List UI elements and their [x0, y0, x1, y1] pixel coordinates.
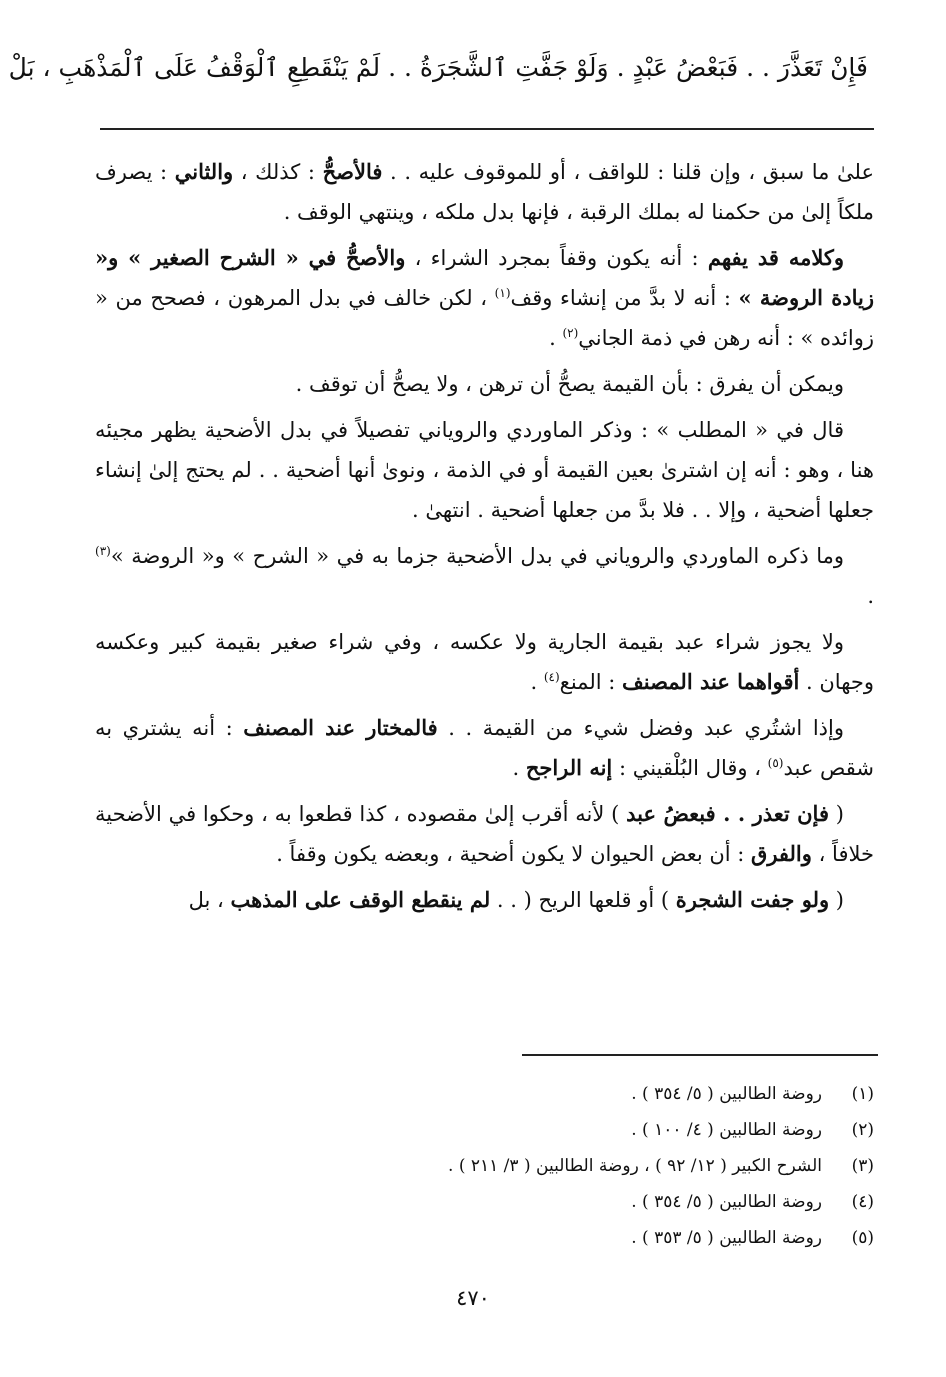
text-run: : أنه يشتري به شقص عبد [95, 716, 874, 780]
text-run: ، بل [188, 888, 231, 912]
footnote-text: روضة الطالبين ( ٥/ ٣٥٤ ) . [631, 1084, 822, 1104]
footnote-marker: (٥) [767, 756, 784, 770]
footnote-marker: (١) [494, 286, 511, 300]
paragraph [95, 880, 874, 920]
paragraph [95, 794, 874, 874]
text-run: وإذا اشتُري عبد وفضل شيء من القيمة . . [437, 716, 844, 740]
page-number: ٤٧٠ [456, 1286, 490, 1310]
footnote [200, 1220, 878, 1256]
text-run: : المنع [559, 670, 622, 694]
paragraph [95, 708, 874, 788]
footnote-number: (٢) [851, 1120, 874, 1140]
text-run: . [512, 756, 526, 780]
paragraph [95, 622, 874, 702]
footnote-number: (٣) [851, 1156, 874, 1176]
footnote-divider [522, 1054, 878, 1056]
text-run: : أنه لا بدَّ من إنشاء وقف [510, 286, 739, 310]
footnote [200, 1184, 878, 1220]
text-run: علىٰ ما سبق ، وإن قلنا : للواقف ، أو للموقوف عليه . . [382, 160, 875, 184]
text-run: : أنه يكون وقفاً بمجرد الشراء ، [405, 246, 708, 270]
text-run: . [867, 584, 874, 608]
footnote-marker: (٤) [543, 670, 560, 684]
footnote-number: (٤) [851, 1192, 874, 1212]
text-run: ولا يجوز شراء عبد بقيمة الجارية ولا عكسه ، وفي شراء صغير بقيمة كبير وعكسه وجهان . [95, 630, 874, 694]
commentary-text [95, 152, 874, 926]
bold-term: أقواهما عند المصنف [622, 669, 800, 694]
text-run: : كذلك ، [233, 160, 323, 184]
bold-term: والأصحُّ في « الشرح الصغير » و« زيادة الروضة » [95, 245, 874, 310]
footnote-number: (١) [851, 1084, 874, 1104]
footnote [200, 1148, 878, 1184]
text-run: ) لأنه أقرب إلىٰ مقصوده ، كذا قطعوا به ، وحكوا في الأضحية خلافاً ، [95, 802, 874, 866]
bold-term: فالمختار عند المصنف [243, 715, 438, 740]
bold-term: لم ينقطع الوقف على المذهب [230, 887, 491, 912]
text-run: ) أو قلعها الريح ( . . [490, 888, 676, 912]
footnote-text: الشرح الكبير ( ١٢/ ٩٢ ) ، روضة الطالبين ( ٣/ ٢١١ ) . [448, 1156, 822, 1176]
header-divider [100, 128, 874, 130]
footnote-marker: (٣) [95, 544, 111, 558]
paragraph [95, 238, 874, 358]
bold-term: فإن تعذر . . فبعضُ عبد [626, 801, 829, 826]
text-run: ( [829, 802, 844, 826]
text-run: . [530, 670, 544, 694]
footnote [200, 1076, 878, 1112]
paragraph [95, 410, 874, 530]
footnote [200, 1112, 878, 1148]
bold-term: وكلامه قد يفهم [707, 245, 845, 270]
text-run: : أن بعض الحيوان لا يكون أضحية ، وبعضه يكون وقفاً . [276, 842, 752, 866]
matn-line: فَإِنْ تَعَذَّرَ . . فَبَعْضُ عَبْدٍ . وَلَوْ جَفَّتِ ٱلشَّجَرَةُ . . لَمْ يَنْقَطِعِ ٱلْوَقْفُ عَلَى ٱلْمَذْهَبِ ، بَلْ [8, 53, 868, 82]
footnote-text: روضة الطالبين ( ٥/ ٣٥٣ ) . [631, 1228, 822, 1248]
text-run: وما ذكره الماوردي والروياني في بدل الأضحية جزما به في « الشرح » و« الروضة » [110, 544, 844, 568]
footnotes [200, 1076, 878, 1256]
bold-term: إنه الراجح [525, 755, 613, 780]
paragraph [95, 152, 874, 232]
text-run: : يصرف ملكاً إلىٰ من حكمنا له بملك الرقبة ، فإنها بدل ملكه ، وينتهي الوقف . [95, 160, 874, 224]
text-run: ( [829, 888, 844, 912]
bold-term: والفرق [751, 841, 812, 866]
footnote-text: روضة الطالبين ( ٤/ ١٠٠ ) . [631, 1120, 822, 1140]
text-run: ، وقال البُلْقيني : [612, 756, 768, 780]
text-run: . [549, 326, 563, 350]
footnote-number: (٥) [851, 1228, 874, 1248]
bold-term: ولو جفت الشجرة [675, 887, 830, 912]
paragraph [95, 364, 874, 404]
paragraph [95, 536, 874, 616]
footnote-text: روضة الطالبين ( ٥/ ٣٥٤ ) . [631, 1192, 822, 1212]
bold-term: والثاني [174, 159, 234, 184]
bold-term: فالأصحُّ [322, 159, 383, 184]
text-run: ، لكن خالف في بدل المرهون ، فصحح من « زوائده » : أنه رهن في ذمة الجاني [95, 286, 874, 350]
text-run: قال في « المطلب » : وذكر الماوردي والروياني تفصيلاً في بدل الأضحية يظهر مجيئه هنا ، وهو : أنه إن اشترىٰ بعين القيمة أو في الذمة ، ونوىٰ أنها أضحية . . لم يحتج إلىٰ إنشاء جعلها أضحية ، وإلا . . فلا بدَّ من جعلها أضحية . انتهىٰ . [95, 418, 874, 522]
text-run: ويمكن أن يفرق : بأن القيمة يصحُّ أن ترهن ، ولا يصحُّ أن توقف . [295, 372, 844, 396]
footnote-marker: (٢) [562, 326, 579, 340]
